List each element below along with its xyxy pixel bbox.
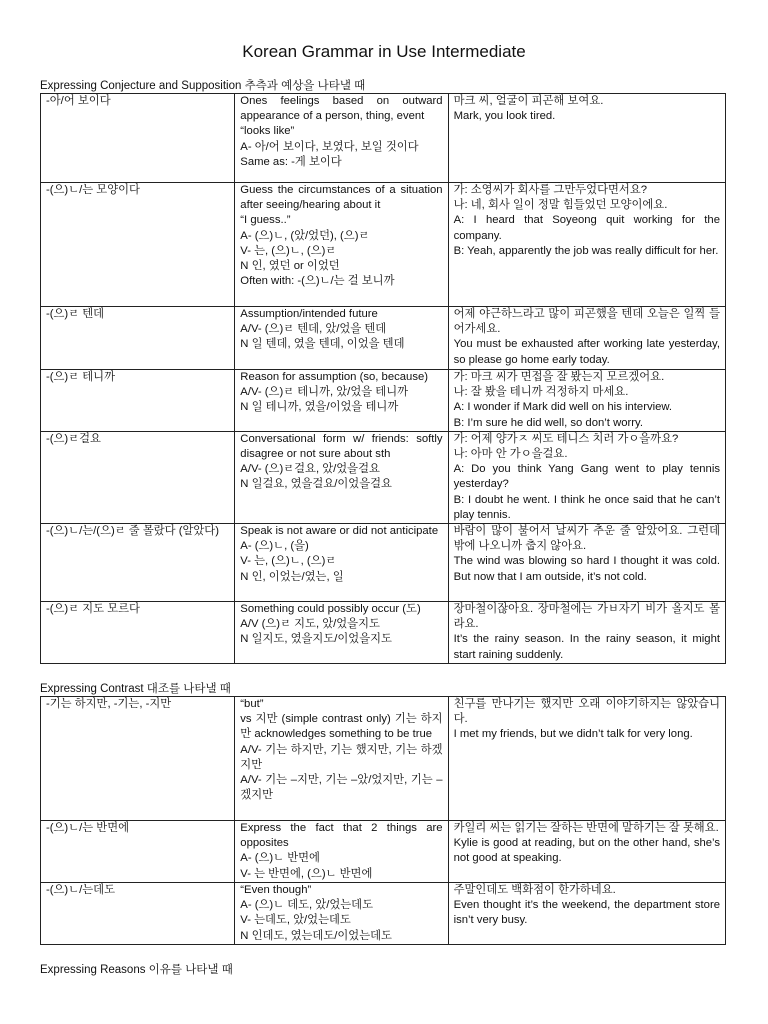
example-cell [448, 821, 725, 883]
cell-text-line: You must be exhausted after working late yesterday, so please go home early today. [453, 338, 724, 366]
cell-text-line: 주말인데도 백화점이 한가하네요. [453, 884, 616, 896]
example-cell [448, 602, 725, 664]
grammar-form-cell [41, 183, 235, 307]
cell-text-line: 장마철이잖아요. 장마철에는 가ㅂ자기 비가 올지도 몰라요. [453, 603, 720, 631]
cell-text-line: A- (으)ㄴ 데도, 았/었는데도 [240, 899, 374, 912]
cell-text-line: -(으)ㄴ/는데도 [46, 884, 115, 896]
cell-text-line: A- (으)ㄴ, (을) [240, 540, 309, 553]
cell-text-line: 카일리 씨는 읽기는 잘하는 반면에 말하기는 잘 못해요. [453, 822, 719, 834]
cell-text-line: A: Do you think Yang Gang went to play tennis yesterday? [453, 463, 724, 491]
cell-text-line: -(으)ㄹ 테니까 [46, 371, 115, 383]
cell-text-line: N 일 텐데, 였을 텐데, 이었을 텐데 [240, 338, 405, 351]
grammar-form-cell [41, 307, 235, 370]
cell-text-line: A- 아/어 보이다, 보였다, 보일 것이다 [240, 140, 419, 153]
cell-text-line: -(으)ㄴ/는/(으)ㄹ 줄 몰랐다 (알았다) [46, 525, 219, 538]
cell-text-line: N 일 테니까, 였을/이었을 테니까 [240, 401, 399, 414]
table-row [41, 697, 726, 821]
explanation-cell [235, 524, 448, 602]
explanation-cell [235, 431, 448, 523]
cell-text-line: Kylie is good at reading, but on the other hand, she’s not good at speaking. [453, 837, 724, 865]
grammar-table [40, 696, 726, 945]
cell-text-line: 어제 야근하느라고 많이 피곤했을 텐데 오늘은 일찍 들어가세요. [453, 308, 720, 336]
example-cell [448, 883, 725, 945]
cell-text-line: Even thought it’s the weekend, the department store isn’t very busy. [453, 899, 724, 927]
cell-text-line: A/V (으)ㄹ 지도, 았/었을지도 [240, 618, 380, 631]
example-cell [448, 94, 725, 183]
cell-text-line: A/V- (으)ㄹ 테니까, 았/었을 테니까 [240, 386, 409, 399]
example-cell [448, 697, 725, 821]
grammar-form-cell [41, 94, 235, 183]
table-row [41, 883, 726, 945]
table-row [41, 821, 726, 883]
explanation-cell [235, 183, 448, 307]
explanation-cell [235, 370, 448, 432]
table-body [41, 697, 726, 945]
example-cell [448, 307, 725, 370]
section-heading: Expressing Contrast 대조를 나타낼 때 [40, 683, 231, 695]
cell-text-line: -(으)ㄹ걸요 [46, 432, 101, 445]
cell-text-line: N 인데도, 였는데도/이었는데도 [240, 929, 392, 942]
cell-text-line: I met my friends, but we didn’t talk for very long. [453, 728, 693, 741]
cell-text-line: A/V- 기는 –지만, 기는 –았/었지만, 기는 –겠지만 [240, 774, 443, 802]
cell-text-line: 바람이 많이 불어서 날씨가 추운 줄 알았어요. 그런데 밖에 나오니까 춥지 않아요. [453, 525, 724, 553]
cell-text-line: V- 는데도, 았/었는데도 [240, 914, 351, 927]
cell-text-line: -(으)ㄹ 텐데 [46, 308, 105, 320]
cell-text-line: A/V- 기는 하지만, 기는 했지만, 기는 하겠지만 [240, 743, 443, 771]
example-cell [448, 431, 725, 523]
cell-text-line: -아/어 보이다 [46, 95, 111, 107]
cell-text-line: Guess the circumstances of a situation after seeing/hearing about it [240, 184, 446, 212]
cell-text-line: -(으)ㄴ/는 모양이다 [46, 184, 140, 196]
cell-text-line: V- 는, (으)ㄴ, (으)ㄹ [240, 244, 337, 257]
cell-text-line: V- 는, (으)ㄴ, (으)ㄹ [240, 555, 337, 568]
table-row [41, 524, 726, 602]
cell-text-line: “looks like” [240, 125, 295, 138]
cell-text-line: 나: 네, 회사 일이 정말 힘들었던 모양이에요. [453, 199, 668, 212]
cell-text-line: vs 지만 (simple contrast only) 기는 하지만 acknowledges something to be true [240, 713, 443, 741]
cell-text-line: B: I’m sure he did well, so don’t worry. [453, 416, 643, 429]
cell-text-line: B: I doubt he went. I think he once said that he can’t play tennis. [453, 493, 724, 521]
explanation-cell [235, 94, 448, 183]
cell-text-line: N 일지도, 였을지도/이었을지도 [240, 633, 392, 646]
cell-text-line: 나: 아마 안 가ㅇ을걸요. [453, 448, 568, 461]
cell-text-line: -기는 하지만, -기는, -지만 [46, 698, 172, 710]
cell-text-line: 친구를 만나기는 했지만 오래 이야기하지는 않았습니다. [453, 698, 720, 726]
table-row [41, 370, 726, 432]
cell-text-line: Something could possibly occur (도) [240, 603, 421, 616]
explanation-cell [235, 602, 448, 664]
grammar-form-cell [41, 883, 235, 945]
cell-text-line: A: I wonder if Mark did well on his interview. [453, 401, 673, 414]
cell-text-line: “I guess..” [240, 214, 291, 227]
section-heading: Expressing Conjecture and Supposition 추측과 예상을 나타낼 때 [40, 80, 366, 92]
cell-text-line: A: I heard that Soyeong quit working for the company. [453, 214, 724, 242]
cell-text-line: A/V- (으)ㄹ 텐데, 았/었을 텐데 [240, 323, 387, 336]
cell-text-line: A/V- (으)ㄹ걸요, 았/었을걸요 [240, 463, 380, 476]
cell-text-line: “but” [240, 698, 264, 710]
table-body [41, 94, 726, 664]
table-row [41, 431, 726, 523]
explanation-cell [235, 307, 448, 370]
example-cell [448, 370, 725, 432]
cell-text-line: Ones feelings based on outward appearance of a person, thing, event [240, 95, 446, 123]
section-heading: Expressing Reasons 이유를 나타낼 때 [40, 964, 233, 976]
table-row [41, 94, 726, 183]
cell-text-line: Mark, you look tired. [453, 110, 556, 123]
cell-text-line: -(으)ㄹ 지도 모르다 [46, 603, 140, 616]
grammar-table [40, 93, 726, 664]
cell-text-line: It’s the rainy season. In the rainy season, it might start raining suddenly. [453, 633, 724, 661]
grammar-form-cell [41, 524, 235, 602]
cell-text-line: 가: 마크 씨가 면접을 잘 봤는지 모르겠어요. [453, 371, 665, 383]
cell-text-line: Same as: -게 보이다 [240, 155, 342, 168]
table-row [41, 307, 726, 370]
grammar-form-cell [41, 602, 235, 664]
cell-text-line: -(으)ㄴ/는 반면에 [46, 822, 130, 834]
example-cell [448, 524, 725, 602]
cell-text-line: N 일걸요, 였을걸요/이었을걸요 [240, 478, 392, 491]
page-title: Korean Grammar in Use Intermediate [242, 42, 526, 61]
cell-text-line: A- (으)ㄴ 반면에 [240, 852, 320, 865]
cell-text-line: 나: 잘 봤을 테니까 걱정하지 마세요. [453, 386, 629, 399]
grammar-form-cell [41, 431, 235, 523]
table-row [41, 183, 726, 307]
explanation-cell [235, 697, 448, 821]
cell-text-line: “Even though” [240, 884, 312, 896]
cell-text-line: Speak is not aware or did not anticipate [240, 525, 439, 538]
cell-text-line: B: Yeah, apparently the job was really difficult for her. [453, 244, 719, 257]
grammar-form-cell [41, 821, 235, 883]
cell-text-line: Reason for assumption (so, because) [240, 371, 429, 383]
explanation-cell [235, 821, 448, 883]
cell-text-line: 가: 어제 양가ㅈ 씨도 테니스 치러 가ㅇ을까요? [453, 432, 679, 445]
cell-text-line: Often with: -(으)ㄴ/는 걸 보니까 [240, 275, 395, 288]
cell-text-line: A- (으)ㄴ, (았/었던), (으)ㄹ [240, 229, 370, 242]
cell-text-line: Assumption/intended future [240, 308, 378, 320]
grammar-form-cell [41, 697, 235, 821]
cell-text-line: N 인, 였던 or 이었던 [240, 260, 340, 273]
cell-text-line: Conversational form w/ friends: softly disagree or not sure about sth [240, 432, 446, 461]
cell-text-line: The wind was blowing so hard I thought it was cold. But now that I am outside, it’s not cold. [453, 555, 724, 583]
cell-text-line: N 인, 이었는/였는, 일 [240, 570, 344, 583]
cell-text-line: V- 는 반면에, (으)ㄴ 반면에 [240, 867, 373, 880]
table-row [41, 602, 726, 664]
cell-text-line: 마크 씨, 얼굴이 피곤해 보여요. [453, 95, 604, 107]
cell-text-line: 가: 소영씨가 회사를 그만두었다면서요? [453, 184, 648, 196]
example-cell [448, 183, 725, 307]
explanation-cell [235, 883, 448, 945]
grammar-form-cell [41, 370, 235, 432]
cell-text-line: Express the fact that 2 things are opposites [240, 822, 446, 850]
